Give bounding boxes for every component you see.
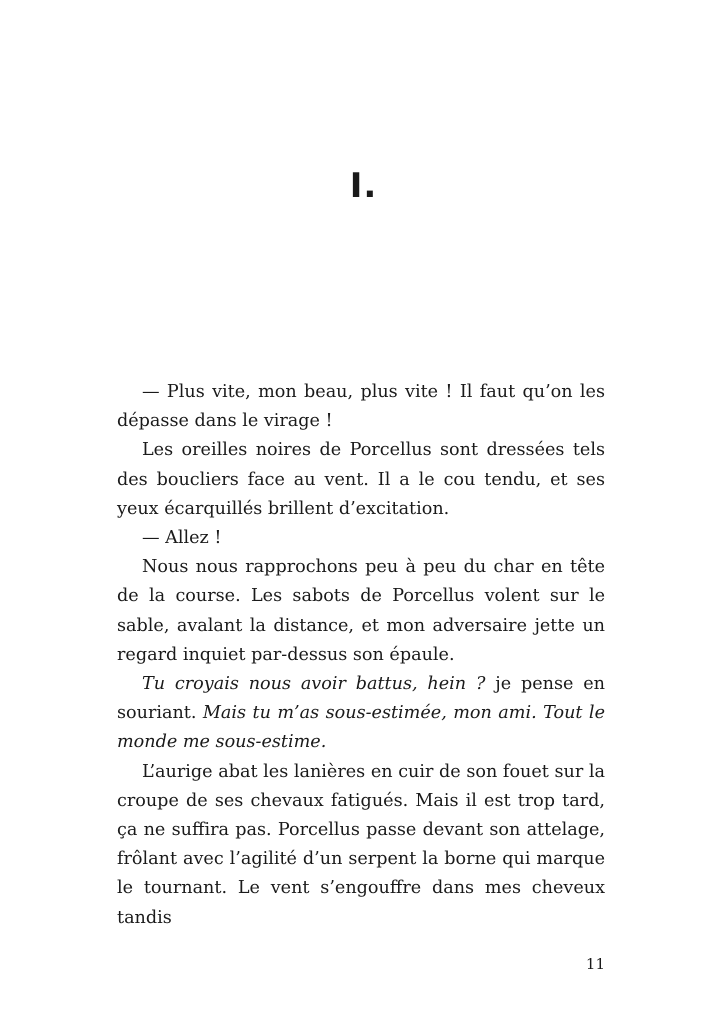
page-number: 11 <box>585 955 605 973</box>
text-segment: Les oreilles noires de Porcellus sont dressées tels des boucliers face au vent. Il a le cou tendu, et ses yeux écarquillés brillent d’excitation. <box>117 440 605 519</box>
chapter-body-text <box>117 378 605 933</box>
text-segment: je pense en souriant. <box>117 674 605 724</box>
text-segment: — Plus vite, mon beau, plus vite ! Il faut qu’on les dépasse dans le virage ! <box>117 382 605 432</box>
text-segment: L’aurige abat les lanières en cuir de son fouet sur la croupe de ses chevaux fatigués. Mais il est trop tard, ça ne suffira pas. Porcellus passe devant son attelage, frôlant avec l’agilité d’un serpent la borne qui marque le tournant. Le vent s’engouffre dans mes cheveux tandis <box>117 761 605 928</box>
paragraph <box>117 378 605 436</box>
italic-text-segment: Mais tu m’as sous-estimée, mon ami. Tout le monde me sous-estime. <box>117 703 605 753</box>
text-segment: Nous nous rapprochons peu à peu du char en tête de la course. Les sabots de Porcellus volent sur le sable, avalant la distance, et mon adversaire jette un regard inquiet par-dessus son épaule. <box>117 557 605 665</box>
paragraph <box>117 758 605 933</box>
chapter-heading: I. <box>349 166 378 206</box>
paragraph <box>117 670 605 758</box>
paragraph <box>117 436 605 524</box>
paragraph <box>117 553 605 670</box>
paragraph <box>117 524 605 553</box>
italic-text-segment: Tu croyais nous avoir battus, hein ? <box>142 674 486 695</box>
text-segment: — Allez ! <box>142 528 222 549</box>
